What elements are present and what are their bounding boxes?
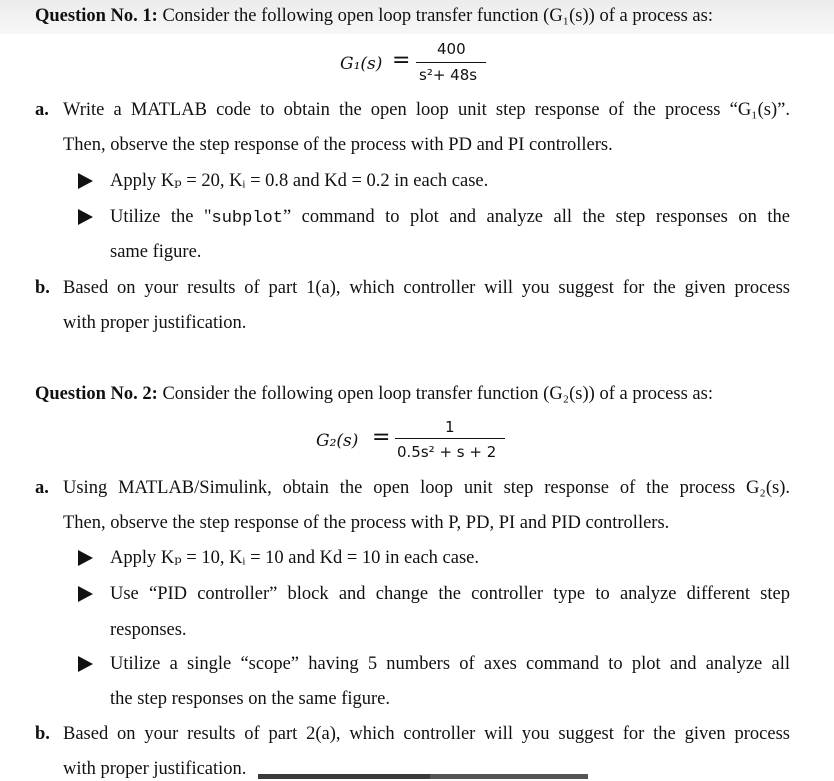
q1-bullet2-cont: same figure. bbox=[110, 242, 202, 262]
q2-bullet2-cont: responses. bbox=[110, 620, 187, 640]
q2-heading bbox=[35, 382, 713, 406]
q1-eq-denominator: s²+ 48s bbox=[419, 66, 478, 84]
q1-eq-sign: = bbox=[392, 48, 411, 73]
q2-b-line1: Based on your results of part 2(a), which controller will you suggest for the given process bbox=[63, 724, 790, 744]
q1-bullet2-code: subplot bbox=[211, 209, 283, 228]
q1-intro: Consider the following open loop transfer function (G₁(s)) of a process as: bbox=[157, 6, 713, 26]
q2-eq-sign: = bbox=[372, 425, 391, 450]
q2-fraction-bar bbox=[395, 438, 505, 439]
q2-eq-numerator: 1 bbox=[445, 418, 455, 436]
q2-bullet3-cont: the step responses on the same figure. bbox=[110, 689, 390, 709]
q1-b-line1: Based on your results of part 1(a), which controller will you suggest for the given process bbox=[63, 278, 790, 298]
q1-bullet1-arrow-icon bbox=[78, 173, 93, 189]
q1-fraction-bar bbox=[416, 62, 486, 63]
q1-a-line1: Write a MATLAB code to obtain the open loop unit step response of the process “G₁(s)”. bbox=[63, 100, 790, 120]
bottom-scroll-bar-segment bbox=[430, 774, 588, 779]
q1-a-label: a. bbox=[35, 100, 49, 120]
q2-bullet2: Use “PID controller” block and change the controller type to analyze different step bbox=[110, 584, 790, 604]
q1-heading bbox=[35, 4, 713, 28]
q1-a-line2: Then, observe the step response of the process with PD and PI controllers. bbox=[63, 135, 613, 155]
q2-eq-lhs: G₂(s) bbox=[316, 431, 359, 451]
q2-b-label: b. bbox=[35, 724, 50, 744]
q2-b-line2: with proper justification. bbox=[63, 759, 247, 779]
q2-bullet1: Apply Kₚ = 10, Kᵢ = 10 and Kd = 10 in each case. bbox=[110, 548, 479, 568]
q2-a-label: a. bbox=[35, 478, 49, 498]
q1-bullet1: Apply Kₚ = 20, Kᵢ = 0.8 and Kd = 0.2 in each case. bbox=[110, 171, 489, 191]
q2-label: Question No. 2: bbox=[35, 384, 158, 404]
q1-bullet2 bbox=[110, 205, 790, 231]
q2-bullet2-arrow-icon bbox=[78, 586, 93, 602]
q1-bullet2-arrow-icon bbox=[78, 209, 93, 225]
q2-bullet3-arrow-icon bbox=[78, 656, 93, 672]
q1-b-label: b. bbox=[35, 278, 50, 298]
q2-eq-denominator: 0.5s² + s + 2 bbox=[397, 443, 497, 461]
q1-eq-numerator: 400 bbox=[437, 40, 466, 58]
q1-b-line2: with proper justification. bbox=[63, 313, 247, 333]
q2-bullet3: Utilize a single “scope” having 5 numbers of axes command to plot and analyze all bbox=[110, 654, 790, 674]
q1-bullet2-post: ” command to plot and analyze all the step responses on the bbox=[282, 207, 790, 227]
q2-a-line2: Then, observe the step response of the process with P, PD, PI and PID controllers. bbox=[63, 513, 670, 533]
q1-eq-lhs: G₁(s) bbox=[340, 54, 383, 74]
q2-intro: Consider the following open loop transfer function (G₂(s)) of a process as: bbox=[157, 384, 713, 404]
q2-a-line1: Using MATLAB/Simulink, obtain the open loop unit step response of the process G₂(s). bbox=[63, 478, 790, 498]
q2-bullet1-arrow-icon bbox=[78, 550, 93, 566]
q1-label: Question No. 1: bbox=[35, 6, 158, 26]
q1-bullet2-pre: Utilize the " bbox=[110, 207, 212, 227]
